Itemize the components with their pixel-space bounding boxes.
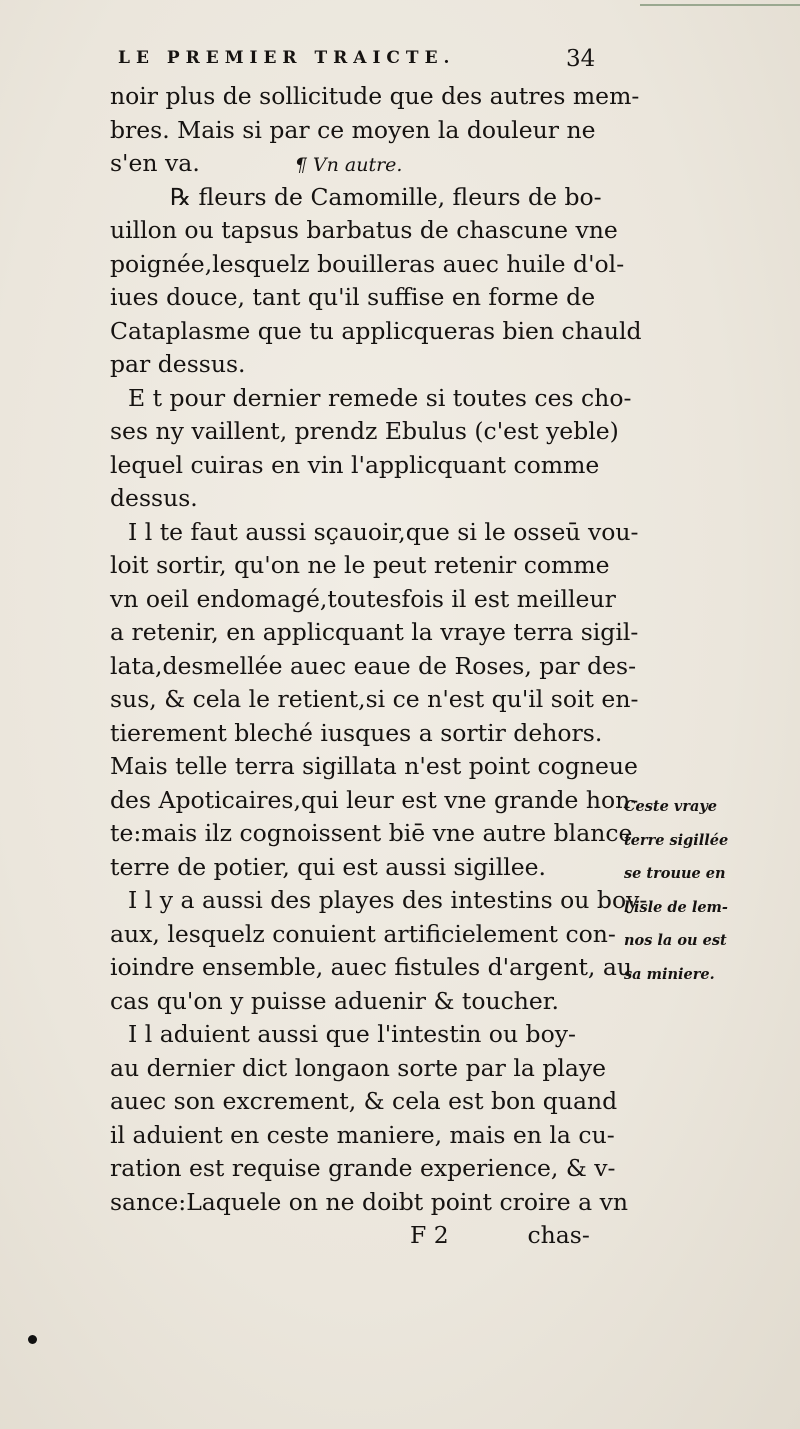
margin-note-line: l'isle de lem- — [624, 898, 728, 916]
text-line: des Apoticaires,qui leur est vne grande hon- — [110, 785, 639, 814]
text-line: ses ny vaillent, prendz Ebulus (c'est yeble) — [110, 417, 619, 445]
text-line: lequel cuiras en vin l'applicquant comme — [110, 450, 600, 479]
text-line: cas qu'on y puisse aduenir & toucher. — [110, 986, 559, 1015]
folio-number: 34 — [566, 46, 596, 72]
running-title: LE PREMIER TRAICTE. — [118, 48, 456, 68]
text-line: dessus. — [110, 484, 198, 512]
text-line: sance:Laquele on ne doibt point croire a vn — [110, 1187, 629, 1216]
inline-note: ¶ Vn autre. — [294, 154, 403, 176]
text-line: ration est requise grande experience, & v- — [110, 1154, 616, 1182]
main-text-block — [110, 80, 648, 1253]
footer-line — [110, 1219, 622, 1253]
margin-note-line: sa miniere. — [624, 965, 715, 983]
text-line: lata,desmellée auec eaue de Roses, par des- — [110, 651, 637, 680]
signature-mark: F 2 — [410, 1221, 449, 1249]
text-line: loit sortir, qu'on ne le peut retenir comme — [110, 551, 610, 579]
text-line: Mais telle terra sigillata n'est point cogneue — [110, 752, 638, 780]
margin-note-line: Ceste vraye — [624, 798, 718, 815]
text-line: uillon ou tapsus barbatus de chascune vne — [110, 216, 618, 244]
ink-dot — [28, 1335, 37, 1344]
text-line: ℞ fleurs de Camomille, fleurs de bo- — [170, 182, 602, 211]
text-line: ioindre ensemble, auec fistules d'argent, au — [110, 953, 632, 981]
margin-note-line: terre sigillée — [624, 831, 729, 849]
text-line — [110, 147, 622, 181]
margin-note — [624, 790, 774, 991]
text-line: vn oeil endomagé,toutesfois il est meilleur — [110, 584, 616, 613]
text-line: I l aduient aussi que l'intestin ou boy- — [128, 1020, 576, 1048]
text-line: Cataplasme que tu applicqueras bien chauld — [110, 316, 642, 345]
text-line: E t pour dernier remede si toutes ces cho- — [128, 383, 632, 412]
page-edge-rule — [640, 4, 800, 6]
text-line: il aduient en ceste maniere, mais en la cu- — [110, 1120, 615, 1149]
text-line: bres. Mais si par ce moyen la douleur ne — [110, 115, 596, 144]
margin-note-line: se trouue en — [624, 865, 726, 882]
text-line: sus, & cela le retient,si ce n'est qu'il soit en- — [110, 685, 639, 713]
text-line: terre de potier, qui est aussi sigillee. — [110, 852, 547, 881]
text-line: auec son excrement, & cela est bon quand — [110, 1087, 618, 1115]
page-header — [118, 48, 638, 78]
text-line-start: s'en va. — [110, 149, 200, 177]
catchword: chas- — [527, 1221, 590, 1249]
text-line: I l y a aussi des playes des intestins ou boy- — [128, 886, 648, 914]
text-line: noir plus de sollicitude que des autres mem- — [110, 82, 640, 110]
text-line: par dessus. — [110, 350, 246, 378]
text-line: aux, lesquelz conuient artificielement con- — [110, 919, 616, 948]
text-line: tierement bleché iusques a sortir dehors. — [110, 718, 603, 747]
text-line: a retenir, en applicquant la vraye terra sigil- — [110, 618, 639, 646]
margin-note-line: nos la ou est — [624, 932, 727, 949]
text-line: iues douce, tant qu'il suffise en forme de — [110, 283, 596, 311]
text-line: au dernier dict longaon sorte par la playe — [110, 1053, 607, 1082]
text-line: I l te faut aussi sçauoir,que si le osseū vou- — [128, 517, 639, 546]
text-line: poignée,lesquelz bouilleras auec huile d'ol- — [110, 249, 625, 278]
text-line: te:mais ilz cognoissent biē vne autre blance — [110, 819, 633, 847]
